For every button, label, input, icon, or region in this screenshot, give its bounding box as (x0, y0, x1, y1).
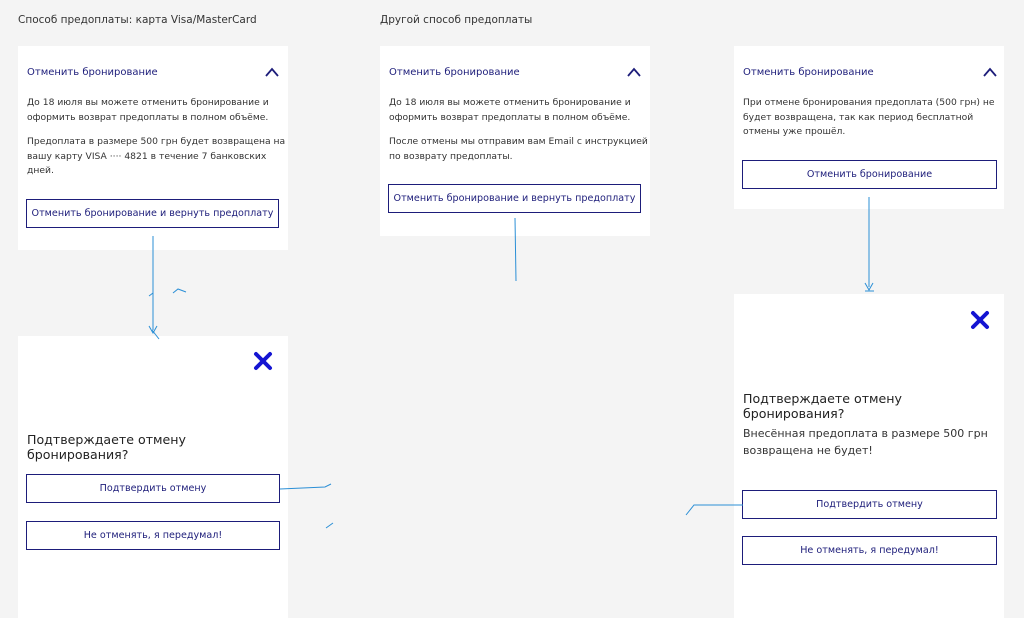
keep-booking-button[interactable]: Не отменять, я передумал! (742, 536, 997, 565)
confirm-cancel-button[interactable]: Подтвердить отмену (26, 474, 280, 503)
chevron-up-icon[interactable] (983, 67, 997, 77)
cancel-and-refund-button[interactable]: Отменить бронирование и вернуть предоплату (388, 184, 641, 213)
cancel-card-visa (18, 46, 288, 250)
chevron-up-icon[interactable] (627, 67, 641, 77)
close-icon[interactable] (253, 351, 273, 371)
confirm-modal-late (734, 294, 1004, 618)
flow-arrow (149, 326, 157, 333)
section-caption-visa: Способ предоплаты: карта Visa/MasterCard (18, 14, 257, 26)
flow-line (326, 523, 333, 528)
chevron-up-icon[interactable] (265, 67, 279, 77)
card-title: Отменить бронирование (389, 67, 520, 78)
cancel-and-refund-button[interactable]: Отменить бронирование и вернуть предоплату (26, 199, 279, 228)
close-icon[interactable] (970, 310, 990, 330)
cancel-card-other (380, 46, 650, 236)
flow-line (149, 293, 153, 296)
card-paragraph: При отмене бронирования предоплата (500 грн) не будет возвращена, так как период бесплатной отмены уже прошёл. (743, 97, 995, 137)
cancel-card-late (734, 46, 1004, 209)
cancel-booking-button[interactable]: Отменить бронирование (742, 160, 997, 189)
confirm-cancel-button[interactable]: Подтвердить отмену (742, 490, 997, 519)
card-title: Отменить бронирование (743, 67, 874, 78)
flow-arrow (865, 283, 873, 290)
modal-title: Подтверждаете отмену бронирования? (27, 432, 186, 462)
card-paragraph: До 18 июля вы можете отменить бронирование и оформить возврат предоплаты в полном объёме. (389, 97, 631, 123)
keep-booking-button[interactable]: Не отменять, я передумал! (26, 521, 280, 550)
modal-title: Подтверждаете отмену бронирования? (743, 391, 902, 421)
flow-line (173, 289, 186, 293)
card-paragraph: До 18 июля вы можете отменить бронирование и оформить возврат предоплаты в полном объёме. (27, 97, 269, 123)
card-paragraph: Предоплата в размере 500 грн будет возвращена на вашу карту VISA ···· 4821 в течение 7 банковских дней. (27, 136, 286, 176)
card-paragraph: После отмены мы отправим вам Email с инструкцией по возврату предоплаты. (389, 136, 648, 162)
card-title: Отменить бронирование (27, 67, 158, 78)
modal-warning-text: Внесённая предоплата в размере 500 грн возвращена не будет! (743, 427, 988, 457)
section-caption-other: Другой способ предоплаты (380, 14, 533, 26)
confirm-modal-visa (18, 336, 288, 618)
